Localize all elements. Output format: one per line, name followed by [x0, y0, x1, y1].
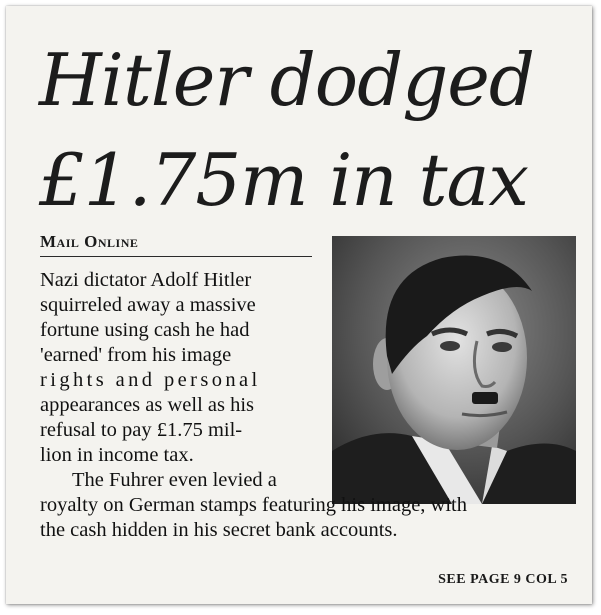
body-line: Nazi dictator Adolf Hitler — [40, 269, 252, 291]
newspaper-clipping — [6, 6, 592, 604]
portrait-illustration — [332, 236, 576, 504]
body-line: 'earned' from his image — [40, 344, 232, 366]
headline — [39, 30, 579, 230]
body-line: rights and personal — [40, 369, 261, 391]
portrait-photo — [332, 236, 576, 504]
body-line: lion in income tax. — [40, 444, 194, 466]
byline: Mail Online — [40, 232, 312, 257]
body-line: fortune using cash he had — [40, 319, 250, 341]
headline-line-1: Hitler dodged — [39, 38, 535, 122]
see-page-reference: SEE PAGE 9 COL 5 — [438, 572, 568, 587]
body-line: royalty on German stamps featuring his image, with — [40, 494, 467, 516]
body-line: squirreled away a massive — [40, 294, 256, 316]
body-line: The Fuhrer even levied a — [72, 469, 277, 491]
body-line: refusal to pay £1.75 mil- — [40, 419, 243, 441]
headline-line-2: £1.75m in tax — [39, 138, 529, 222]
body-line: the cash hidden in his secret bank accounts. — [40, 519, 398, 541]
body-line: appearances as well as his — [40, 394, 255, 416]
